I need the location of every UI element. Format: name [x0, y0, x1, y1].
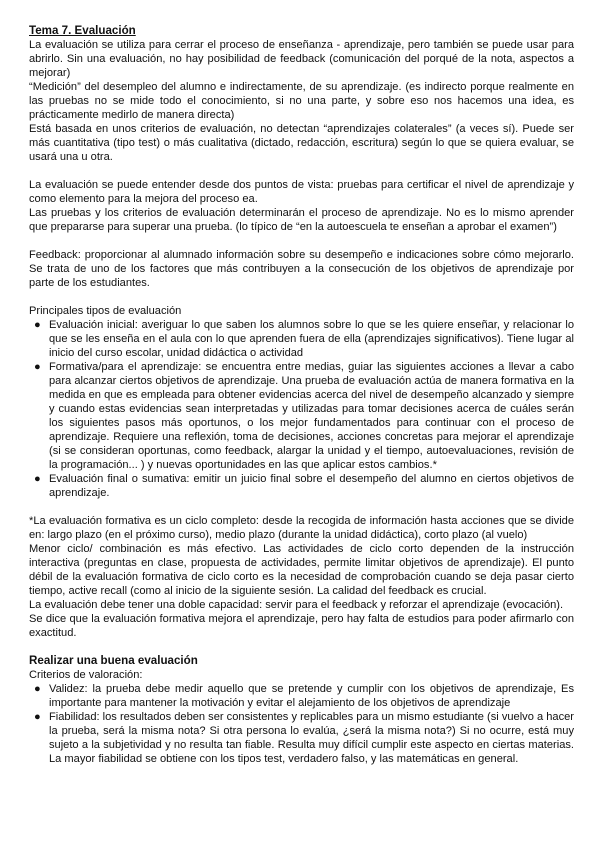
types-label: Principales tipos de evaluación: [29, 305, 182, 317]
spacer: [29, 234, 574, 248]
list-item: [29, 360, 574, 472]
bullet-icon: ●: [34, 683, 41, 695]
list-item-text: Evaluación final o sumativa: emitir un juicio final sobre el desempeño del alumno en ciertos objetivos de aprendizaje.: [49, 473, 574, 499]
page-title: Tema 7. Evaluación: [29, 24, 136, 37]
evaluation-types-list: [29, 318, 574, 500]
spacer: [29, 640, 574, 654]
bullet-icon: ●: [34, 473, 41, 485]
intro-paragraph-1: La evaluación se utiliza para cerrar el proceso de enseñanza - aprendizaje, pero también se puede usar para abrirlo. Sin una evaluación, no hay posibilidad de feedback (comunicación del porqué de la nota, aspectos a mejorar): [29, 39, 574, 79]
points-of-view-paragraph-1: La evaluación se puede entender desde dos puntos de vista: pruebas para certificar el nivel de aprendizaje y como elemento para la mejora del proceso ea.: [29, 179, 574, 205]
list-item-text: Fiabilidad: los resultados deben ser consistentes y replicables para un mismo estudiante (si vuelvo a hacer la prueba, será la misma nota? Si otra persona lo evalúa, ¿será la misma nota?) Si no ocurre, está muy sujeto a la subjetividad y no resulta tan fiable. Resulta muy difícil cumplir este aspecto en ciertas materias. La mayor fiabilidad se obtiene con los tipos test, verdadero falso, y las matemáticas en general.: [49, 711, 574, 765]
list-item: [29, 710, 574, 766]
bullet-icon: ●: [34, 711, 41, 723]
list-item: [29, 472, 574, 500]
intro-paragraph-3: Está basada en unos criterios de evaluación, no detectan “aprendizajes colaterales” (a veces sí). Puede ser más cuantitativa (tipo test) o más cualitativa (dictado, redacción, escritura) según lo que se quiera evaluar, se usará una u otra.: [29, 123, 574, 163]
formative-note-2: Menor ciclo/ combinación es más efectivo. Las actividades de ciclo corto dependen de la instrucción interactiva (preguntas en clase, propuesta de actividades, permite limitar objetivos de aprendizaje). El punto débil de la evaluación formativa de ciclo corto es la necesidad de comprobación cuando se deja pasar cierto tiempo, active recall (como al inicio de la siguiente sesión. La calidad del feedback es crucial.: [29, 543, 574, 597]
spacer: [29, 500, 574, 514]
section-heading: Realizar una buena evaluación: [29, 654, 198, 667]
bullet-icon: ●: [34, 319, 41, 331]
formative-note-4: Se dice que la evaluación formativa mejora el aprendizaje, pero hay falta de estudios para poder afirmarlo con exactitud.: [29, 613, 574, 639]
spacer: [29, 164, 574, 178]
bullet-icon: ●: [34, 361, 41, 373]
list-item-text: Formativa/para el aprendizaje: se encuentra entre medias, guiar las siguientes acciones a llevar a cabo para alcanzar ciertos objetivos de aprendizaje. Una prueba de evaluación actúa de manera formativa en la medida en que es empleada para obtener evidencias acerca del nivel de desempeño alcanzado y siempre y cuando estas evidencias sean interpretadas y utilizadas para tomar decisiones acerca de cuáles serán los siguientes pasos más oportunos, o los mejor fundamentados para continuar con el proceso de aprendizaje. Requiere una reflexión, toma de decisiones, acciones concretas para mejorar el aprendizaje (si se consideran oportunas, como feedback, alargar la unidad y el tiempo, autoevaluaciones, revisión de la programación... ) y nuevas oportunidades en las que aplicar estos cambios.*: [49, 361, 574, 471]
criteria-list: [29, 682, 574, 766]
list-item: [29, 682, 574, 710]
points-of-view-paragraph-2: Las pruebas y los criterios de evaluación determinarán el proceso de aprendizaje. No es lo mismo aprender que prepararse para superar una prueba. (lo típico de “en la autoescuela te enseñan a aprobar el examen”): [29, 207, 574, 233]
spacer: [29, 290, 574, 304]
list-item: [29, 318, 574, 360]
list-item-text: Validez: la prueba debe medir aquello que se pretende y cumplir con los objetivos de aprendizaje, Es importante para mantener la motivación y evitar el alejamiento de los objetivos de aprendizaje: [49, 683, 574, 709]
formative-note-3: La evaluación debe tener una doble capacidad: servir para el feedback y reforzar el aprendizaje (evocación).: [29, 599, 564, 611]
intro-paragraph-2: “Medición” del desempleo del alumno e indirectamente, de su aprendizaje. (es indirecto porque realmente en las pruebas no se mide todo el conocimiento, si no una parte, y sobre eso nos hacemos una idea, es prácticamente medirlo de manera directa): [29, 81, 574, 121]
criteria-label: Criterios de valoración:: [29, 669, 143, 681]
list-item-text: Evaluación inicial: averiguar lo que saben los alumnos sobre lo que se les quiere enseñar, y relacionar lo que se les enseña en el aula con lo que aprenden fuera de ella (aprendizajes significativos). Tiene lugar al inicio del curso escolar, unidad didáctica o actividad: [49, 319, 574, 359]
formative-note-1: *La evaluación formativa es un ciclo completo: desde la recogida de información hasta acciones que se divide en: largo plazo (en el próximo curso), medio plazo (durante la unidad didáctica), corto plazo (al vuelo): [29, 515, 574, 541]
feedback-paragraph: Feedback: proporcionar al alumnado información sobre su desempeño e indicaciones sobre cómo mejorarlo. Se trata de uno de los factores que más contribuyen a la consecución de los objetivos de aprendizaje por parte de los estudiantes.: [29, 249, 574, 289]
